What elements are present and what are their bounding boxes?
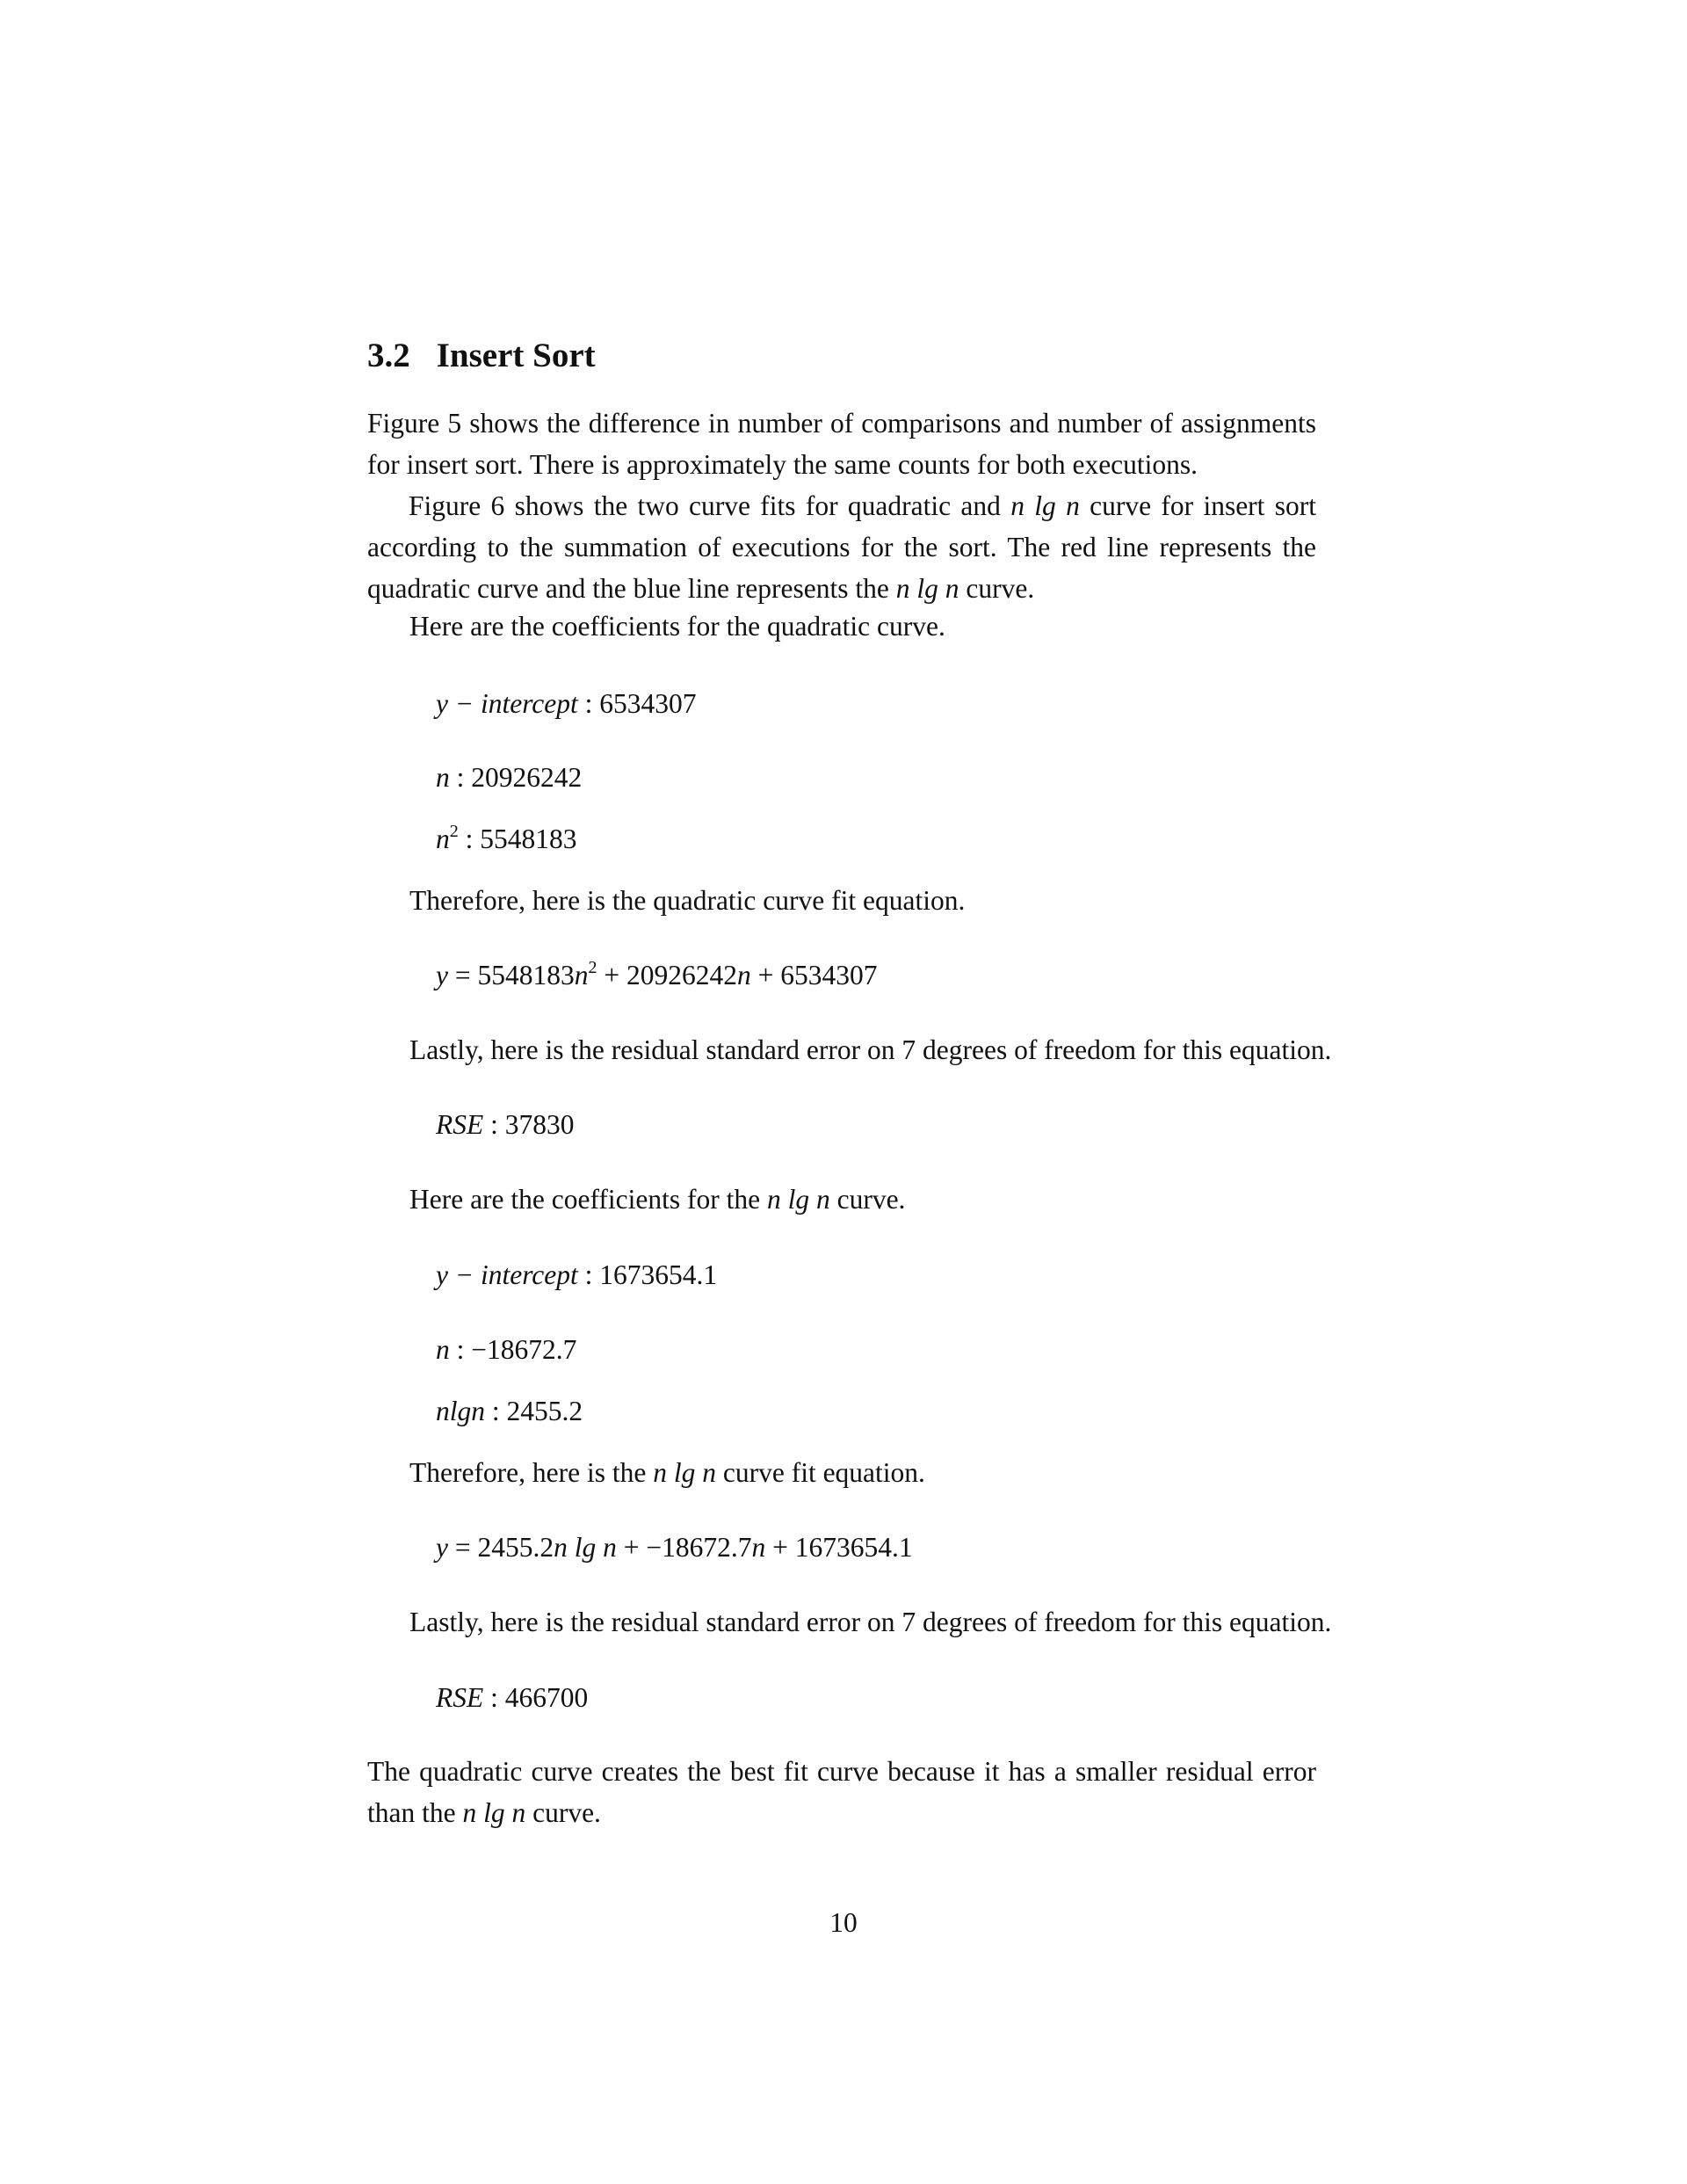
quad-eq-part3: + 6534307: [750, 960, 878, 990]
p2-text-3: curve.: [959, 573, 1035, 604]
nlgn-math: n lg n: [895, 573, 959, 604]
p9-text-1: The quadratic curve creates the best fit curve because it has a smaller residual error than the: [367, 1756, 1316, 1828]
y-intercept-label: y − intercept: [436, 1259, 578, 1290]
exponent: 2: [449, 821, 459, 841]
n-var: n: [574, 960, 589, 990]
nlgn-rse-value: : 466700: [483, 1682, 589, 1713]
section-number: 3.2: [367, 337, 410, 374]
nlgn-eq-part2: + −18672.7: [616, 1532, 752, 1563]
quad-n2-value: : 5548183: [458, 824, 577, 854]
paragraph-quad-coefficients: Here are the coefficients for the quadratic curve.: [409, 611, 945, 642]
nlgn-rse: [436, 1680, 588, 1716]
quad-equation: [436, 958, 878, 993]
quad-eq-part1: = 5548183: [447, 960, 575, 990]
y-intercept-label: y − intercept: [436, 688, 578, 719]
nlgn-eq-part1: = 2455.2: [447, 1532, 554, 1563]
nlgn-math: n lg n: [462, 1797, 526, 1828]
nlgn-n-value: : −18672.7: [449, 1334, 577, 1365]
n-label: n: [436, 824, 450, 854]
paragraph-nlgn-rse-intro: Lastly, here is the residual standard error on 7 degrees of freedom for this equation.: [409, 1607, 1332, 1637]
nlgn-equation: [436, 1530, 913, 1565]
nlgn-math: n lg n: [1010, 490, 1080, 521]
nlgn-y-intercept: [436, 1258, 717, 1293]
p7-text-2: curve fit equation.: [716, 1457, 925, 1488]
y-var: y: [436, 1532, 448, 1563]
p6-text-1: Here are the coefficients for the: [409, 1184, 767, 1215]
paragraph-nlgn-equation-intro: [409, 1455, 925, 1491]
paragraph-figure6: [367, 485, 1316, 609]
quad-y-intercept: [436, 686, 697, 722]
nlgn-math: n lg n: [766, 1184, 830, 1215]
p7-text-1: Therefore, here is the: [409, 1457, 654, 1488]
paragraph-quad-rse-intro: Lastly, here is the residual standard error on 7 degrees of freedom for this equation.: [409, 1034, 1332, 1065]
n-label: n: [436, 1334, 450, 1365]
quad-y-intercept-value: : 6534307: [577, 688, 697, 719]
nlgn-eq-part3: + 1673654.1: [765, 1532, 913, 1563]
quad-rse-value: : 37830: [483, 1109, 575, 1140]
n-var: n: [751, 1532, 766, 1563]
nlgn-nlgn-coefficient: [436, 1394, 583, 1429]
rse-label: RSE: [436, 1682, 484, 1713]
quad-eq-part2: + 20926242: [597, 960, 738, 990]
paragraph-figure5: Figure 5 shows the difference in number of comparisons and number of assignments for insert sort. There is approximately the same counts for both executions.: [367, 408, 1316, 480]
section-heading: [367, 336, 596, 375]
p9-text-2: curve.: [525, 1797, 601, 1828]
nlgn-math: n lg n: [653, 1457, 716, 1488]
exponent: 2: [588, 957, 597, 977]
p2-text-2: curve for insert sort according to the summation of executions for the sort. The red line represents the quadratic curve and the blue line represents the: [367, 490, 1316, 604]
section-title: Insert Sort: [436, 337, 596, 374]
quad-n-value: : 20926242: [449, 762, 583, 793]
nlgn-label: nlgn: [436, 1396, 486, 1426]
p6-text-2: curve.: [829, 1184, 906, 1215]
quad-n2-coefficient: [436, 822, 577, 857]
nlgn-nlgn-value: : 2455.2: [485, 1396, 583, 1426]
paragraph-quad-equation-intro: Therefore, here is the quadratic curve fit equation.: [409, 885, 966, 916]
n-var: n: [737, 960, 751, 990]
rse-label: RSE: [436, 1109, 484, 1140]
paragraph-nlgn-coefficients: [409, 1182, 905, 1217]
nlgn-math: n lg n: [554, 1532, 617, 1563]
page-number: 10: [829, 1907, 858, 1938]
nlgn-n-coefficient: [436, 1332, 576, 1368]
n-label: n: [436, 762, 450, 793]
paragraph-conclusion: [367, 1751, 1316, 1833]
nlgn-y-intercept-value: : 1673654.1: [577, 1259, 718, 1290]
y-var: y: [436, 960, 448, 990]
quad-rse: [436, 1107, 575, 1143]
p2-text-1: Figure 6 shows the two curve fits for quadratic and: [409, 490, 1011, 521]
quad-n-coefficient: [436, 760, 582, 795]
